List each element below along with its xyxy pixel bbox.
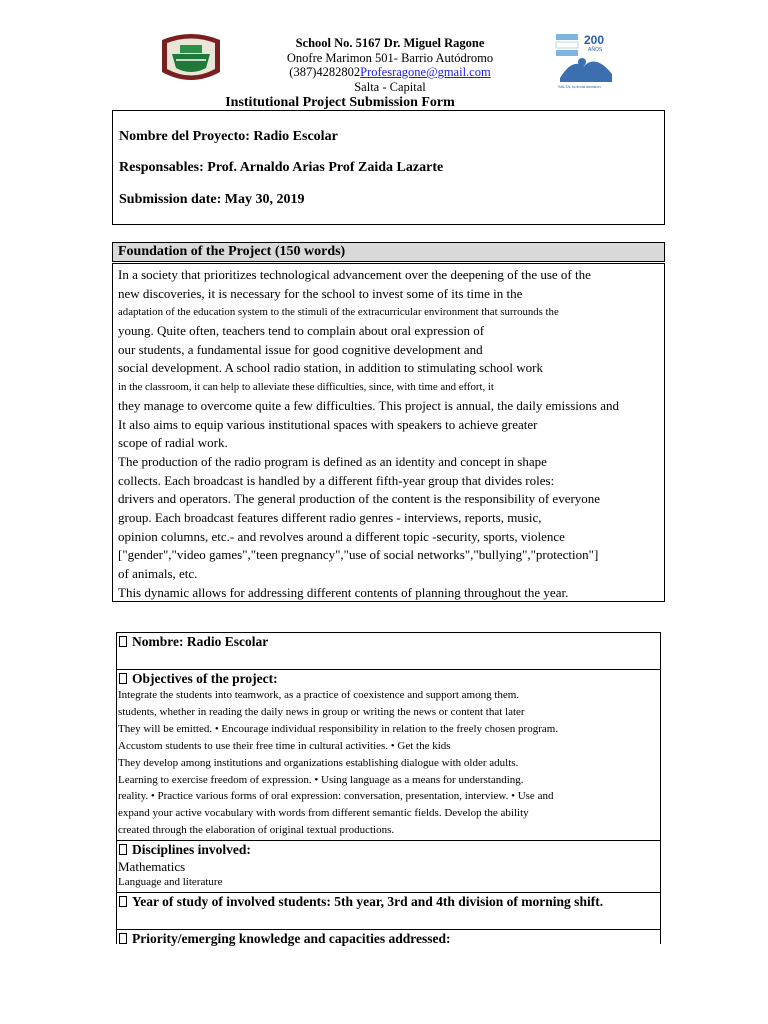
nombre-label: Nombre: Radio Escolar [132,634,269,649]
school-shield-logo [160,32,222,84]
table-row-priority [117,930,660,945]
year-label: Year of study of involved students: 5th year, 3rd and 4th division of morning shift. [132,894,604,909]
foundation-line: The production of the radio program is defined as an identity and concept in shape [118,453,547,469]
objectives-text [117,687,660,839]
table-row-objectives [117,670,660,841]
foundation-line: drivers and operators. The general production of the content is the responsibility of everyone [118,491,601,507]
objective-line: Integrate the students into teamwork, as a practice of coexistence and support among them. [118,689,520,701]
foundation-line: adaptation of the education system to the stimuli of the extracurricular environment that surrounds the [118,306,559,319]
school-name: School No. 5167 Dr. Miguel Ragone [295,36,485,50]
foundation-line: This dynamic allows for addressing different contents of planning throughout the year. [118,584,569,600]
submission-date: Submission date: May 30, 2019 [119,192,305,207]
checkbox-glyph-icon [119,844,127,855]
foundation-line: social development. A school radio station, in addition to stimulating school work [118,360,543,376]
project-responsables: Responsables: Prof. Arnaldo Arias Prof Zaida Lazarte [119,160,444,175]
contact-line [230,65,550,80]
school-address: Onofre Marimon 501- Barrio Autódromo [286,50,494,65]
project-info-box [112,110,665,225]
foundation-body [112,263,665,602]
checkbox-glyph-icon [119,933,127,944]
objective-line: They develop among institutions and organizations establishing dialogue with older adults. [118,756,519,769]
project-name: Nombre del Proyecto: Radio Escolar [119,129,338,144]
logo-anos-text: AÑOS [588,47,603,53]
form-title: Institutional Project Submission Form [225,95,455,110]
logo-200-text: 200 [584,33,605,47]
disciplines-label: Disciplines involved: [132,842,251,857]
salta-200-anos-logo [552,30,622,92]
foundation-line: scope of radial work. [118,435,228,451]
objective-line: expand your active vocabulary with words from different semantic fields. Develop the ability [118,807,529,820]
objective-line: Accustom students to use their free time in cultural activities. • Get the kids [118,739,451,752]
school-header [230,36,550,94]
discipline-item: Mathematics [118,859,186,874]
school-city: Salta - Capital [354,79,426,94]
objective-line: reality. • Practice various forms of oral expression: conversation, presentation, interview. • Use and [118,790,554,803]
foundation-heading: Foundation of the Project (150 words) [112,242,665,262]
foundation-line: in the classroom, it can help to alleviate these difficulties, since, with time and effort, it [118,381,494,394]
logo-caption-text: SALTA, la lindá decisión [558,84,601,89]
project-details-table [116,632,661,944]
checkbox-glyph-icon [119,673,127,684]
objective-line: created through the elaboration of original textual productions. [118,824,395,837]
objectives-label: Objectives of the project: [132,671,278,686]
table-row-nombre [117,633,660,670]
checkbox-glyph-icon [119,896,127,907]
foundation-line: new discoveries, it is necessary for the school to invest some of its time in the [118,285,523,301]
foundation-line: young. Quite often, teachers tend to complain about oral expression of [118,323,485,339]
foundation-line: ["gender","video games","teen pregnancy","use of social networks","bullying","protection"] [118,547,599,563]
foundation-line: opinion columns, etc.- and revolves around a different topic -security, sports, violence [118,528,565,544]
foundation-line: of animals, etc. [118,566,198,581]
foundation-line: our students, a fundamental issue for good cognitive development and [118,341,483,357]
foundation-line: collects. Each broadcast is handled by a different fifth-year group that divides roles: [118,472,555,488]
objective-line: students, whether in reading the daily news in group or writing the news or content that later [118,705,525,718]
objective-line: They will be emitted. • Encourage individual responsibility in relation to the freely chosen program. [118,722,559,735]
foundation-line: they manage to overcome quite a few difficulties. This project is annual, the daily emissions and [118,397,619,413]
table-row-disciplines [117,841,660,893]
checkbox-glyph-icon [119,636,127,647]
discipline-item: Language and literature [118,876,223,888]
foundation-line: It also aims to equip various institutional spaces with speakers to achieve greater [118,416,538,432]
foundation-line: group. Each broadcast features different radio genres - interviews, reports, music, [118,509,542,525]
school-phone: (387)4282802 [289,65,361,79]
priority-label: Priority/emerging knowledge and capacities addressed: [132,931,451,946]
foundation-line: In a society that prioritizes technological advancement over the deepening of the use of the [118,267,591,282]
school-email-link[interactable]: Profesragone@gmail.com [360,65,491,79]
table-row-year [117,893,660,930]
objective-line: Learning to exercise freedom of expression. • Using language as a means for understanding. [118,773,524,786]
